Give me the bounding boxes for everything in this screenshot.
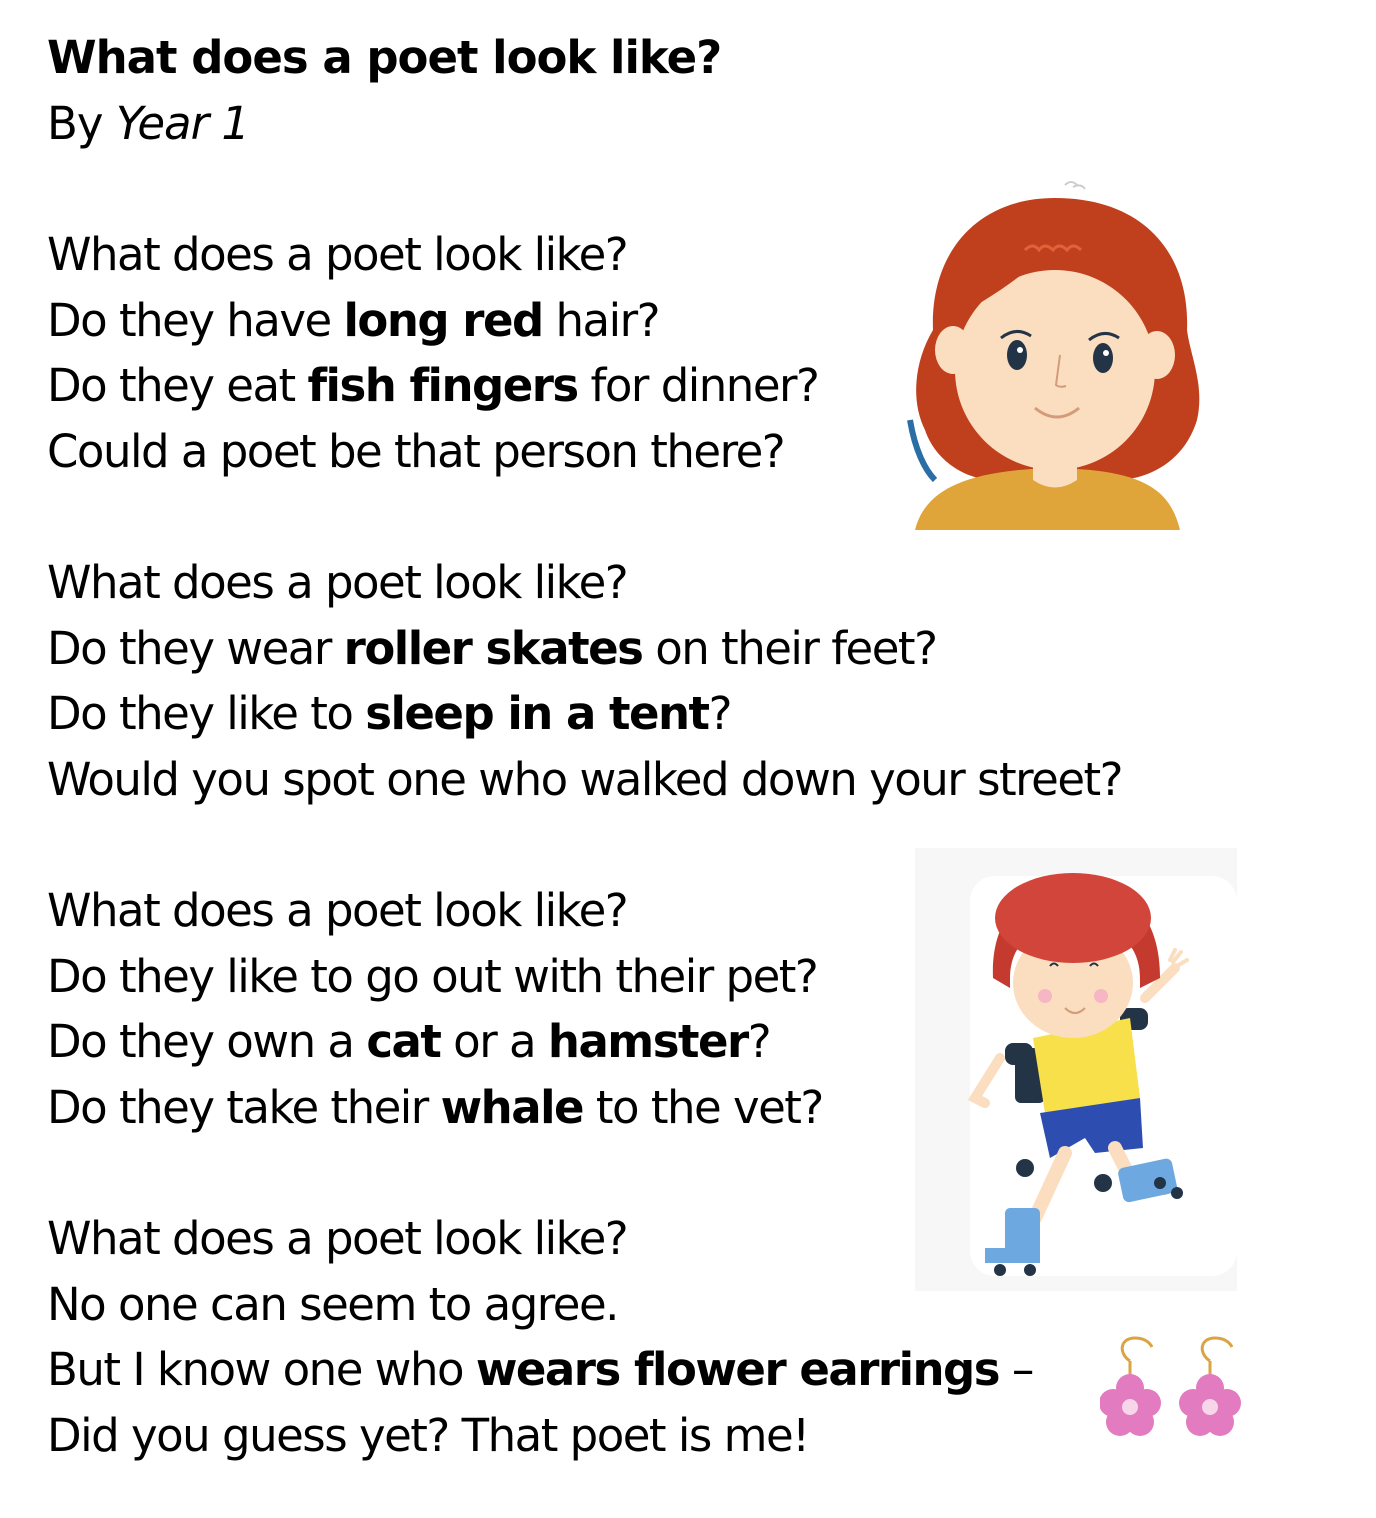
line-text: Could a poet be that person there? [47,424,785,478]
bold-phrase: whale [440,1080,584,1134]
line-text: Do they have [47,293,344,347]
poem-line [47,878,823,944]
left-earring-icon [1100,1338,1161,1436]
poem-title: What does a poet look like? [47,31,722,84]
bold-phrase: wears flower earrings [475,1343,1000,1397]
line-text: Would you spot one who walked down your street? [47,752,1123,806]
poem-line [47,419,818,485]
bold-phrase: cat [366,1015,441,1069]
bold-phrase: long red [343,293,543,347]
poem-line [47,681,1122,747]
line-text: But I know one who [47,1343,476,1397]
line-text: No one can seem to agree. [47,1277,618,1331]
line-text: What does a poet look like? [47,228,628,281]
line-text: for dinner? [577,359,819,413]
poem-line [47,1403,1033,1469]
poem-line [47,1337,1033,1403]
bold-phrase: roller skates [343,621,643,675]
line-text: – [999,1343,1033,1397]
poem-line [47,353,818,419]
poem-line [47,616,1122,682]
line-text: ? [708,687,731,741]
poem-line [47,288,818,354]
right-earring-icon [1179,1338,1241,1436]
bold-phrase: sleep in a tent [365,687,709,741]
line-text: Do they own a [47,1015,367,1069]
stanza-2 [47,550,1122,812]
line-text: Do they take their [47,1080,441,1134]
line-text: hair? [542,293,659,347]
roller-skating-child-illustration [915,848,1237,1291]
byline-author: Year 1 [115,97,250,150]
line-text: What does a poet look like? [47,1212,628,1265]
line-text: Do they eat [47,359,308,413]
poem-line [47,550,1122,616]
line-text: What does a poet look like? [47,884,628,937]
line-text: Did you guess yet? That poet is me! [47,1408,809,1462]
bold-phrase: hamster [547,1015,748,1069]
stanza-1 [47,222,818,484]
line-text: Do they like to [47,687,366,741]
pink-flower-earrings-illustration [1100,1333,1255,1448]
line-text: or a [440,1015,548,1069]
line-text: to the vet? [583,1080,823,1134]
line-text: ? [747,1015,771,1069]
poem-line [47,944,823,1010]
red-haired-girl-illustration [905,180,1205,530]
poem-byline [47,94,249,154]
poem-line [47,747,1122,813]
poem-line [47,1075,823,1141]
line-text: Do they like to go out with their pet? [47,949,818,1003]
line-text: Do they wear [47,621,344,675]
bold-phrase: fish fingers [307,359,578,413]
poem-line [47,1272,1033,1338]
byline-prefix: By [47,97,116,150]
stanza-4 [47,1206,1033,1468]
line-text: What does a poet look like? [47,556,628,609]
stanza-3 [47,878,823,1140]
line-text: on their feet? [642,621,937,675]
poem-line [47,1009,823,1075]
poem-line [47,1206,1033,1272]
poem-line [47,222,818,288]
